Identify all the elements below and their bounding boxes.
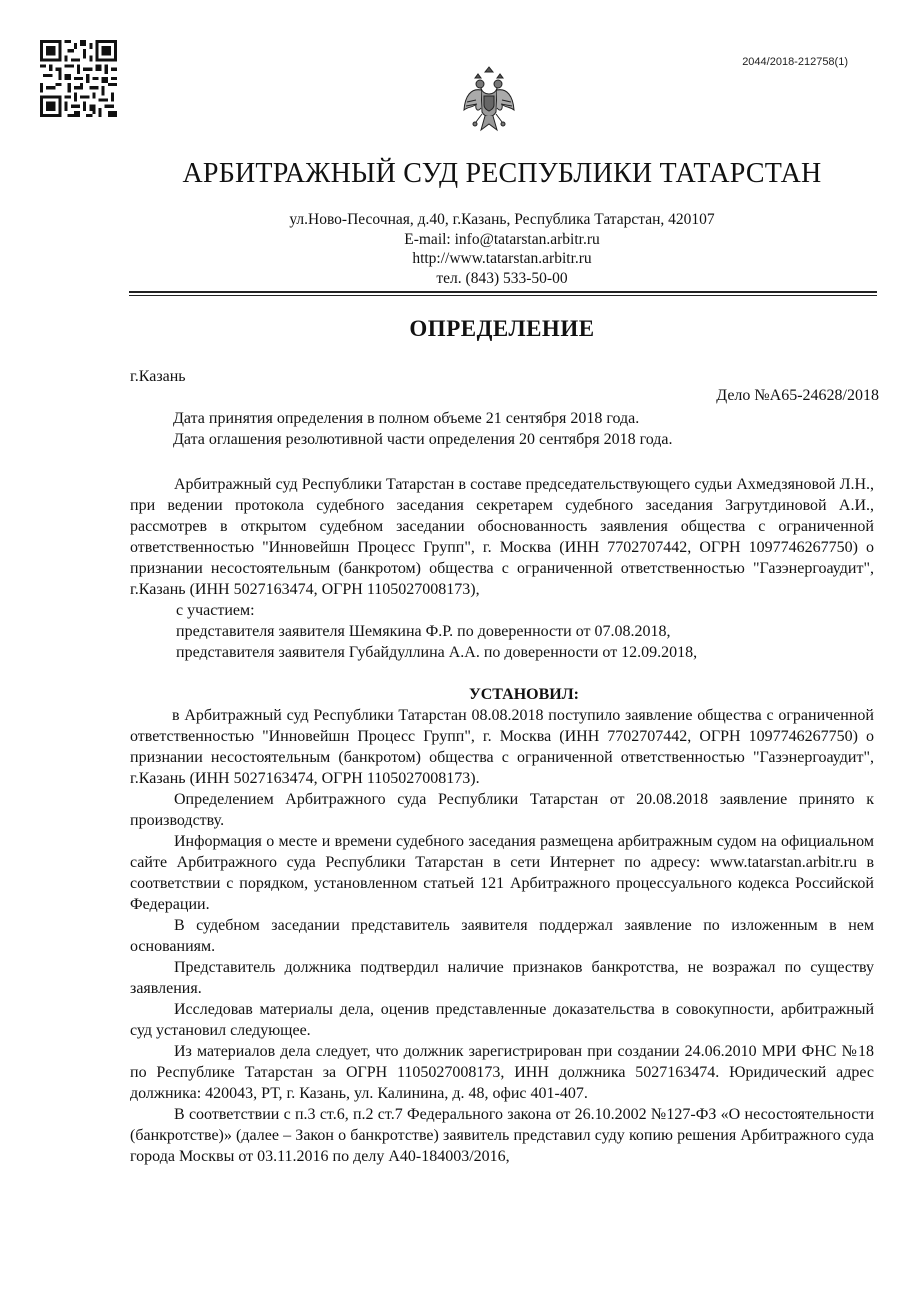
paragraph: Представитель должника подтвердил наличие признаков банкротства, не возражал по существу заявления. xyxy=(130,959,874,997)
section-heading-established: УСТАНОВИЛ: xyxy=(469,686,579,703)
paragraph: В соответствии с п.3 ст.6, п.2 ст.7 Федерального закона от 26.10.2002 №127-ФЗ «О несостоятельности (банкротстве)» (далее – Закон о банкротстве) заявитель представил суду копию решения Арбитражного суда города Москвы от 03.11.2016 по делу А40-184003/2016, xyxy=(130,1106,874,1165)
document-title: ОПРЕДЕЛЕНИЕ xyxy=(409,316,595,341)
intro-paragraph: Арбитражный суд Республики Татарстан в составе председательствующего судьи Ахмедзяновой Л.Н., при ведении протокола судебного заседания секретарем судебного заседания Загрутдиновой А.И., рассмотрев в открытом судебном заседании обоснованность заявления общества с ограниченной ответственностью "Инновейшн Процесс Групп", г. Москва (ИНН 7702707442, ОГРН 1097746267750) о признании несостоятельным (банкротом) общества с ограниченной ответственностью "Газэнергоаудит", г.Казань (ИНН 5027163474, ОГРН 1105027008173), xyxy=(130,476,874,598)
spacer xyxy=(130,663,874,684)
header-divider-thick xyxy=(129,291,877,293)
paragraph: В судебном заседании представитель заявителя поддержал заявление по изложенным в нем основаниям. xyxy=(130,917,874,955)
participation-label: с участием: xyxy=(176,602,255,619)
representative-2: представителя заявителя Губайдуллина А.А. по доверенности от 12.09.2018, xyxy=(176,644,698,661)
court-website: http://www.tatarstan.arbitr.ru xyxy=(412,250,592,267)
date-operative-part: Дата оглашения резолютивной части определения 20 сентября 2018 года. xyxy=(173,431,673,448)
court-email: E-mail: info@tatarstan.arbitr.ru xyxy=(404,230,600,248)
court-address: ул.Ново-Песочная, д.40, г.Казань, Республика Татарстан, 420107 xyxy=(289,211,715,228)
paragraph: Определением Арбитражного суда Республики Татарстан от 20.08.2018 заявление принято к производству. xyxy=(130,791,874,829)
court-contacts xyxy=(0,210,918,288)
decision-dates xyxy=(173,408,673,450)
city: г.Казань xyxy=(130,368,186,385)
paragraph: Исследовав материалы дела, оценив представленные доказательства в совокупности, арбитражный суд установил следующее. xyxy=(130,1001,874,1039)
coat-of-arms-emblem xyxy=(463,66,515,140)
paragraph: Из материалов дела следует, что должник зарегистрирован при создании 24.06.2010 МРИ ФНС №18 по Республике Татарстан за ОГРН 1105027008173, ИНН должника 5027163474. Юридический адрес должника: 420043, РТ, г. Казань, ул. Калинина, д. 48, офис 401-407. xyxy=(130,1043,874,1102)
header-divider-thin xyxy=(129,295,877,296)
court-name: АРБИТРАЖНЫЙ СУД РЕСПУБЛИКИ ТАТАРСТАН xyxy=(182,158,822,189)
date-full-text: Дата принятия определения в полном объеме 21 сентября 2018 года. xyxy=(173,410,640,427)
case-number: Дело №А65-24628/2018 xyxy=(716,387,879,404)
paragraph: Информация о месте и времени судебного заседания размещена арбитражным судом на официальном сайте Арбитражного суда Республики Татарстан в сети Интернет по адресу: www.tatarstan.arbitr.ru в соответствии с порядком, установленном статьей 121 Арбитражного процессуального кодекса Российской Федерации. xyxy=(130,833,874,913)
paragraph: в Арбитражный суд Республики Татарстан 08.08.2018 поступило заявление общества с ограниченной ответственностью "Инновейшн Процесс Групп", г. Москва (ИНН 7702707442, ОГРН 1097746267750) о признании несостоятельным (банкротом) общества с ограниченной ответственностью "Газэнергоаудит", г.Казань (ИНН 5027163474, ОГРН 1105027008173). xyxy=(130,707,874,787)
representative-1: представителя заявителя Шемякина Ф.Р. по доверенности от 07.08.2018, xyxy=(176,623,671,640)
qr-code xyxy=(40,40,117,117)
court-phone: тел. (843) 533-50-00 xyxy=(436,269,568,287)
document-number: 2044/2018-212758(1) xyxy=(742,56,848,68)
document-body xyxy=(130,474,874,1167)
